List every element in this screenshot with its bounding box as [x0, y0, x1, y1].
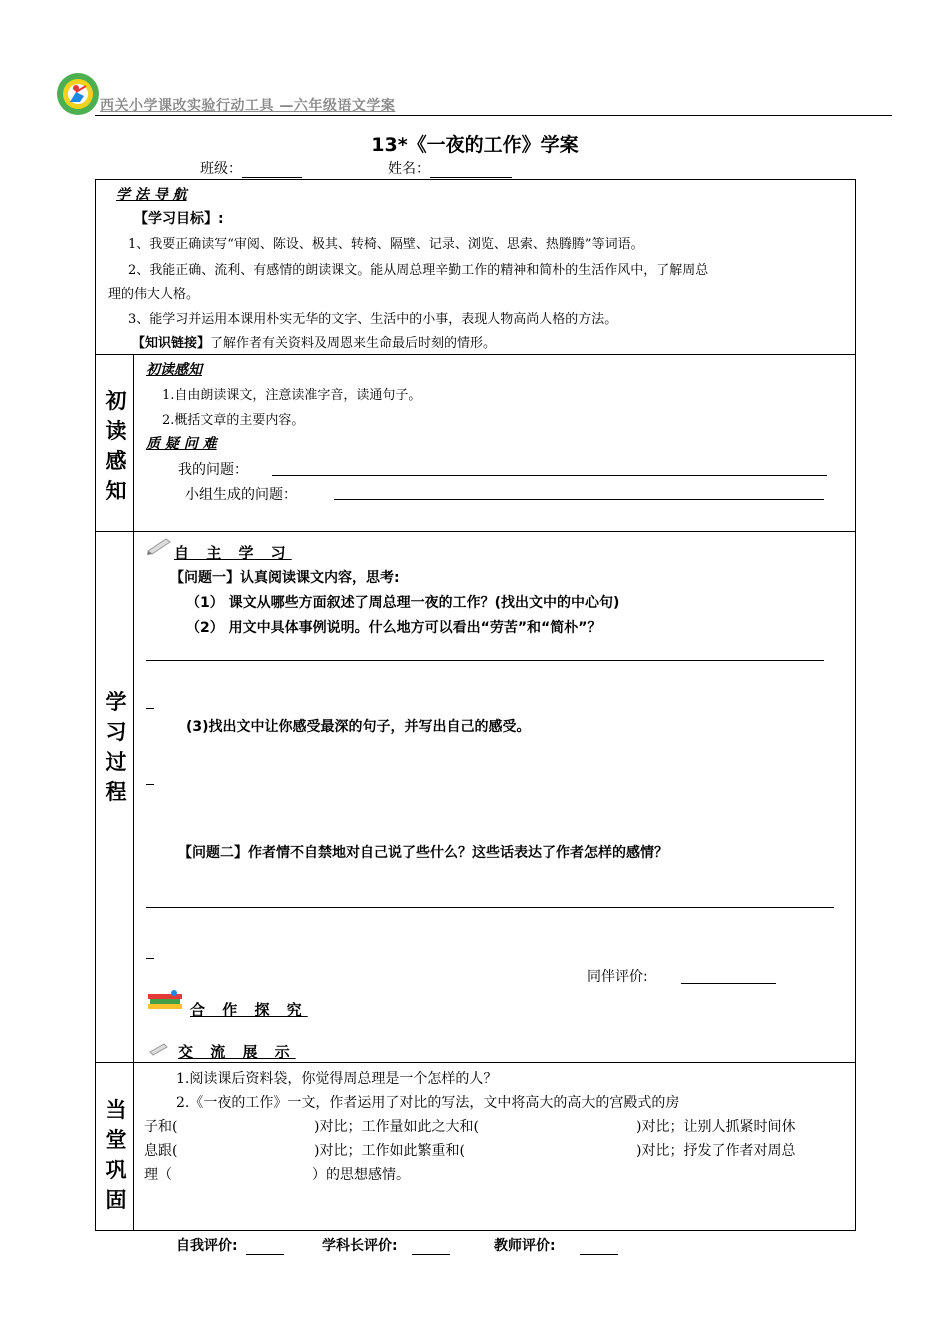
answer-line-3[interactable] [146, 907, 834, 908]
process-side-label: 学 习 过 程 [105, 690, 127, 804]
consolidate-2: 2.《一夜的工作》一文，作者运用了对比的写法，文中将高大的高大的宫殿式的房 [176, 1095, 680, 1111]
guide-heading: 学 法 导 航 [116, 187, 187, 203]
self-eval[interactable]: 自我评价: [176, 1235, 284, 1255]
class-field[interactable] [200, 158, 302, 178]
peer-eval-input[interactable] [681, 983, 776, 984]
goal-1: 1、我要正确读写“审阅、陈设、极其、转椅、隔壁、记录、浏览、思索、热腾腾”等词语。 [128, 237, 644, 252]
header-school-line: 西关小学课改实验行动工具 —六年级语文学案 [100, 98, 396, 114]
question-1-1: （1） 课文从哪些方面叙述了周总理一夜的工作？(找出文中的中心句) [186, 595, 620, 611]
page-title: 13*《一夜的工作》学案 [371, 134, 579, 156]
name-label: 姓名： [388, 161, 430, 177]
goal-2: 2、我能正确、流利、有感情的朗读课文。能从周总理辛勤工作的精神和简朴的生活作风中，了解周总 [128, 263, 709, 278]
self-study-heading: 自 主 学 习 [174, 544, 292, 562]
answer-line-2[interactable] [146, 784, 154, 785]
answer-line-1[interactable] [146, 660, 824, 661]
first-read-side-label: 初 读 感 知 [105, 389, 127, 503]
class-label: 班级： [200, 161, 242, 177]
pen-icon [146, 535, 174, 559]
books-icon [146, 990, 186, 1016]
first-read-heading: 初读感知 [146, 362, 202, 378]
share-heading: 交 流 展 示 [178, 1043, 296, 1061]
goals-label: 【学习目标】: [134, 211, 224, 227]
consolidate-1: 1.阅读课后资料袋，你觉得周总理是一个怎样的人？ [176, 1071, 498, 1087]
goal-2-cont: 理的伟大人格。 [108, 287, 200, 302]
name-field[interactable] [388, 158, 512, 178]
question-1-2: （2） 用文中具体事例说明。什么地方可以看出“劳苦”和“简朴”？ [186, 620, 602, 636]
goal-3: 3、能学习并运用本课用朴实无华的文字、生活中的小事，表现人物高尚人格的方法。 [128, 312, 618, 327]
school-logo [56, 72, 100, 116]
group-question-input[interactable] [334, 499, 824, 500]
pencil-icon [148, 1040, 170, 1060]
question-1-3: (3)找出文中让你感受最深的句子，并写出自己的感受。 [186, 719, 531, 735]
teacher-eval[interactable]: 教师评价: [494, 1235, 618, 1255]
consolidate-side-label: 当 堂 巩 固 [105, 1098, 127, 1212]
knowledge-link [132, 332, 496, 351]
knowledge-link-label: 【知识链接】 [132, 336, 211, 351]
header-divider [95, 115, 892, 116]
my-question-label: 我的问题： [178, 462, 248, 478]
question-1-label: 【问题一】认真阅读课文内容，思考: [170, 570, 400, 586]
first-read-item-2: 2.概括文章的主要内容。 [162, 413, 305, 428]
consolidate-2-line-d: 理（ ）的思想感情。 [144, 1167, 410, 1183]
group-question-label: 小组生成的问题： [185, 487, 297, 503]
consolidate-2-line-b: 子和( )对比；工作量如此之大和( )对比；让别人抓紧时间休 [144, 1119, 796, 1135]
consolidate-2-line-c: 息跟( )对比；工作如此繁重和( )对比；抒发了作者对周总 [144, 1143, 796, 1159]
my-question-input[interactable] [272, 475, 827, 476]
knowledge-link-text: 了解作者有关资料及周恩来生命最后时刻的情形。 [210, 336, 497, 351]
cooperation-heading: 合 作 探 究 [190, 1001, 308, 1019]
first-read-item-1: 1.自由朗读课文，注意读准字音，读通句子。 [162, 388, 422, 403]
question-heading: 质 疑 问 难 [146, 436, 217, 452]
peer-eval-label: 同伴评价: [587, 969, 648, 985]
question-2: 【问题二】作者情不自禁地对自己说了些什么？这些话表达了作者怎样的感情？ [178, 845, 668, 861]
leader-eval[interactable]: 学科长评价: [322, 1235, 450, 1255]
